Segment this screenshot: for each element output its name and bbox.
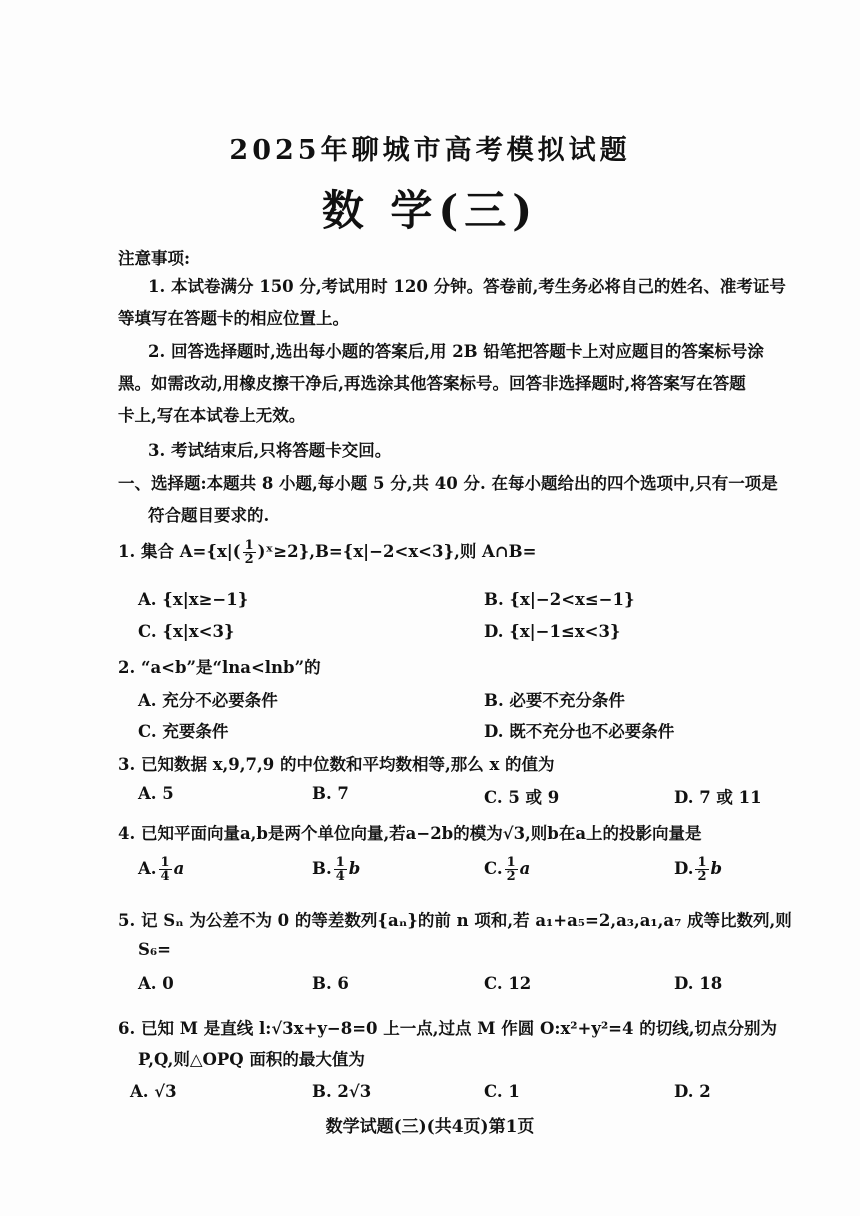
q1-stem-post: )ˣ≥2},B={x|−2<x<3},则 A∩B= bbox=[257, 542, 537, 561]
page-footer: 数学试题(三)(共4页)第1页 bbox=[325, 1117, 535, 1137]
note-3: 3. 考试结束后,只将答题卡交回。 bbox=[148, 441, 392, 460]
subject-title: 数 学(三) bbox=[321, 186, 539, 235]
note-2-line-3: 卡上,写在本试卷上无效。 bbox=[118, 406, 306, 425]
q5-option-b: B. 6 bbox=[312, 974, 349, 993]
question-3-stem: 3. 已知数据 x,9,7,9 的中位数和平均数相等,那么 x 的值为 bbox=[118, 755, 555, 774]
question-6-stem-line-2: P,Q,则△OPQ 面积的最大值为 bbox=[138, 1050, 365, 1069]
q6-option-b: B. 2√3 bbox=[312, 1082, 372, 1101]
q6-option-a: A. √3 bbox=[130, 1082, 177, 1101]
q1-option-a: A. {x|x≥−1} bbox=[138, 590, 249, 609]
q4-d-vector: b bbox=[710, 859, 723, 878]
q4-a-den: 4 bbox=[160, 869, 170, 884]
q1-option-c: C. {x|x<3} bbox=[138, 622, 235, 641]
q6-option-d: D. 2 bbox=[674, 1082, 711, 1101]
q4-d-num: 1 bbox=[697, 855, 707, 870]
question-5-stem-line-1: 5. 记 Sₙ 为公差不为 0 的等差数列{aₙ}的前 n 项和,若 a₁+a₅=2,a₃,a₁,a₇ 成等比数列,则 bbox=[118, 911, 792, 930]
q4-a-num: 1 bbox=[160, 855, 170, 870]
q5-option-a: A. 0 bbox=[138, 974, 174, 993]
q3-option-c: C. 5 或 9 bbox=[484, 788, 560, 807]
q4-b-fraction bbox=[334, 856, 347, 883]
section-1-line-2: 符合题目要求的. bbox=[148, 506, 270, 525]
q2-option-c: C. 充要条件 bbox=[138, 722, 229, 741]
q4-b-vector: b bbox=[348, 859, 361, 878]
q1-option-d: D. {x|−1≤x<3} bbox=[484, 622, 621, 641]
q5-option-d: D. 18 bbox=[674, 974, 723, 993]
q4-a-vector: a bbox=[173, 859, 185, 878]
question-5-stem-line-2: S₆= bbox=[138, 940, 171, 959]
q1-fraction bbox=[243, 539, 256, 566]
q4-d-label: D. bbox=[674, 859, 694, 878]
q6-option-c: C. 1 bbox=[484, 1082, 520, 1101]
q2-option-b: B. 必要不充分条件 bbox=[484, 691, 625, 710]
q2-option-a: A. 充分不必要条件 bbox=[138, 691, 278, 710]
q4-option-b bbox=[312, 856, 360, 883]
q4-b-den: 4 bbox=[335, 869, 345, 884]
q3-option-d: D. 7 或 11 bbox=[674, 788, 762, 807]
q4-option-c bbox=[484, 856, 530, 883]
q4-option-a bbox=[138, 856, 184, 883]
question-1-stem bbox=[118, 538, 536, 566]
q4-b-label: B. bbox=[312, 859, 332, 878]
q1-frac-den: 2 bbox=[244, 552, 254, 567]
q4-option-d bbox=[674, 856, 722, 883]
q2-option-d: D. 既不充分也不必要条件 bbox=[484, 722, 675, 741]
q1-option-b: B. {x|−2<x≤−1} bbox=[484, 590, 635, 609]
q4-d-fraction bbox=[695, 856, 708, 883]
q4-c-vector: a bbox=[519, 859, 531, 878]
question-2-stem: 2. “a<b”是“lna<lnb”的 bbox=[118, 658, 321, 677]
note-2-line-1: 2. 回答选择题时,选出每小题的答案后,用 2B 铅笔把答题卡上对应题目的答案标号涂 bbox=[148, 342, 764, 361]
exam-title: 2025年聊城市高考模拟试题 bbox=[229, 135, 631, 166]
q1-stem-pre: 1. 集合 A={x|( bbox=[118, 542, 241, 561]
q4-c-den: 2 bbox=[506, 869, 516, 884]
section-1-line-1: 一、选择题:本题共 8 小题,每小题 5 分,共 40 分. 在每小题给出的四个选项中,只有一项是 bbox=[118, 474, 778, 493]
q4-c-num: 1 bbox=[506, 855, 516, 870]
q4-d-den: 2 bbox=[697, 869, 707, 884]
note-1-line-2: 等填写在答题卡的相应位置上。 bbox=[118, 309, 349, 328]
q4-a-label: A. bbox=[138, 859, 157, 878]
question-4-stem: 4. 已知平面向量a,b是两个单位向量,若a−2b的模为√3,则b在a上的投影向量是 bbox=[118, 824, 702, 843]
q4-c-label: C. bbox=[484, 859, 503, 878]
q4-a-fraction bbox=[159, 856, 172, 883]
q3-option-a: A. 5 bbox=[138, 784, 174, 803]
note-1-line-1: 1. 本试卷满分 150 分,考试用时 120 分钟。答卷前,考生务必将自己的姓名、准考证号 bbox=[148, 277, 786, 296]
q4-b-num: 1 bbox=[335, 855, 345, 870]
q4-c-fraction bbox=[505, 856, 518, 883]
note-2-line-2: 黑。如需改动,用橡皮擦干净后,再选涂其他答案标号。回答非选择题时,将答案写在答题 bbox=[118, 374, 746, 393]
notes-heading: 注意事项: bbox=[118, 249, 191, 268]
q5-option-c: C. 12 bbox=[484, 974, 532, 993]
question-6-stem-line-1: 6. 已知 M 是直线 l:√3x+y−8=0 上一点,过点 M 作圆 O:x²+y²=4 的切线,切点分别为 bbox=[118, 1019, 777, 1038]
q3-option-b: B. 7 bbox=[312, 784, 349, 803]
q1-frac-num: 1 bbox=[244, 538, 254, 553]
